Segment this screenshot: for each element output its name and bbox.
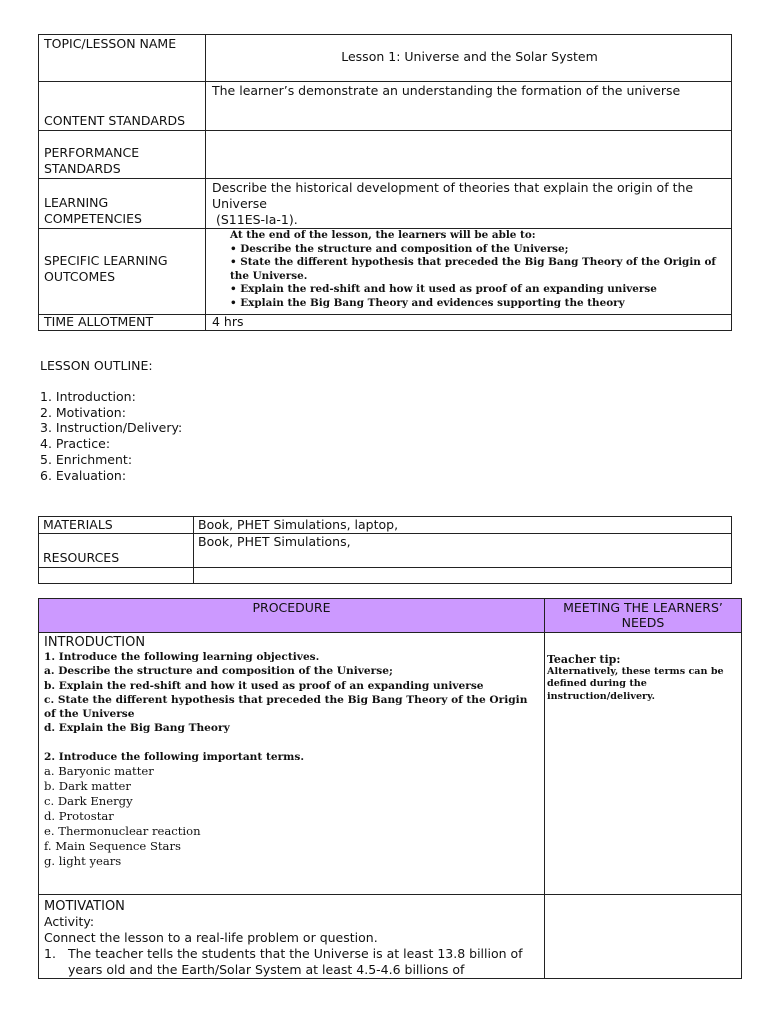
activity-label: Activity: (44, 914, 95, 929)
outline-item: 5. Enrichment: (40, 451, 133, 467)
objective-item: c. State the different hypothesis that preceded the Big Bang Theory of the Origin of the Universe (44, 693, 528, 721)
terms-intro: 2. Introduce the following important terms. (44, 750, 305, 763)
time-allotment-value: 4 hrs (206, 315, 732, 331)
outline-item: 2. Motivation: (40, 404, 126, 420)
motivation-needs-cell (545, 895, 742, 979)
motivation-title: MOTIVATION (44, 899, 125, 914)
term-item: c. Dark Energy (44, 794, 133, 809)
procedure-header: PROCEDURE (39, 599, 545, 633)
competency-text: Describe the historical development of theories that explain the origin of the Universe (212, 180, 694, 211)
time-allotment-label: TIME ALLOTMENT (39, 315, 206, 331)
outline-item: 4. Practice: (40, 436, 111, 452)
specific-outcomes-label: SPECIFIC LEARNING OUTCOMES (39, 229, 206, 315)
topic-value: Lesson 1: Universe and the Solar System (206, 35, 732, 82)
outcome-item: • Describe the structure and composition of the Universe; (230, 242, 569, 255)
motivation-item-number: 1. (44, 946, 56, 961)
resources-value: Book, PHET Simulations, (194, 534, 732, 568)
materials-value: Book, PHET Simulations, laptop, (194, 517, 732, 534)
objective-item: d. Explain the Big Bang Theory (44, 722, 230, 735)
term-item: f. Main Sequence Stars (44, 839, 181, 854)
teacher-tip-title: Teacher tip: (547, 653, 621, 666)
outcome-item: • Explain the red-shift and how it used as proof of an expanding universe (230, 283, 657, 295)
empty-cell (194, 568, 732, 584)
lesson-outline (40, 358, 182, 484)
learning-competencies-label: LEARNING COMPETENCIES (39, 179, 206, 229)
materials-table (38, 516, 732, 584)
term-item: a. Baryonic matter (44, 764, 154, 779)
procedure-table (38, 598, 742, 979)
term-item: b. Dark matter (44, 779, 131, 794)
outline-heading: LESSON OUTLINE: (40, 358, 153, 373)
performance-standards-label: PERFORMANCE STANDARDS (39, 131, 206, 179)
outline-item: 3. Instruction/Delivery: (40, 420, 183, 436)
connect-text: Connect the lesson to a real-life problem or question. (44, 930, 378, 945)
teacher-tip-cell (545, 633, 742, 895)
learning-competencies-value (206, 179, 732, 229)
outcome-item-wrap (210, 256, 727, 310)
empty-cell (39, 568, 194, 584)
content-standards-value: The learner’s demonstrate an understanding the formation of the universe (206, 82, 732, 131)
resources-label: RESOURCES (39, 534, 194, 568)
performance-standards-value (206, 131, 732, 179)
introduction-title: INTRODUCTION (44, 635, 146, 650)
introduction-cell (39, 633, 545, 895)
outline-item: 6. Evaluation: (40, 467, 127, 483)
materials-label: MATERIALS (39, 517, 194, 534)
teacher-tip-text: Alternatively, these terms can be defined during the instruction/delivery. (547, 666, 724, 702)
motivation-item (44, 946, 540, 978)
outcomes-intro: At the end of the lesson, the learners will be able to: (230, 229, 536, 241)
learners-needs-header: MEETING THE LEARNERS’ NEEDS (545, 599, 742, 633)
topic-label: TOPIC/LESSON NAME (39, 35, 206, 82)
term-item: g. light years (44, 854, 122, 869)
term-item: d. Protostar (44, 809, 114, 824)
term-item: e. Thermonuclear reaction (44, 824, 201, 839)
objective-item: b. Explain the red-shift and how it used as proof of an expanding universe (44, 679, 484, 692)
specific-outcomes-value (206, 229, 732, 315)
competency-code: (S11ES-Ia-1). (212, 212, 298, 227)
objective-item: 1. Introduce the following learning objectives. (44, 651, 320, 663)
outcomes-list (210, 229, 727, 256)
content-standards-label: CONTENT STANDARDS (39, 82, 206, 131)
objective-item: a. Describe the structure and composition of the Universe; (44, 665, 393, 678)
outcome-item: • Explain the Big Bang Theory and evidences supporting the theory (230, 296, 625, 309)
lesson-info-table (38, 34, 732, 331)
outcome-item: • State the different hypothesis that preceded the Big Bang Theory of the Origin of the Universe. (230, 256, 716, 282)
motivation-cell (39, 895, 545, 979)
motivation-item-text: The teacher tells the students that the Universe is at least 13.8 billion of years old and the Earth/Solar System at least 4.5-4.6 billions of (68, 946, 523, 977)
outline-item: 1. Introduction: (40, 388, 136, 404)
